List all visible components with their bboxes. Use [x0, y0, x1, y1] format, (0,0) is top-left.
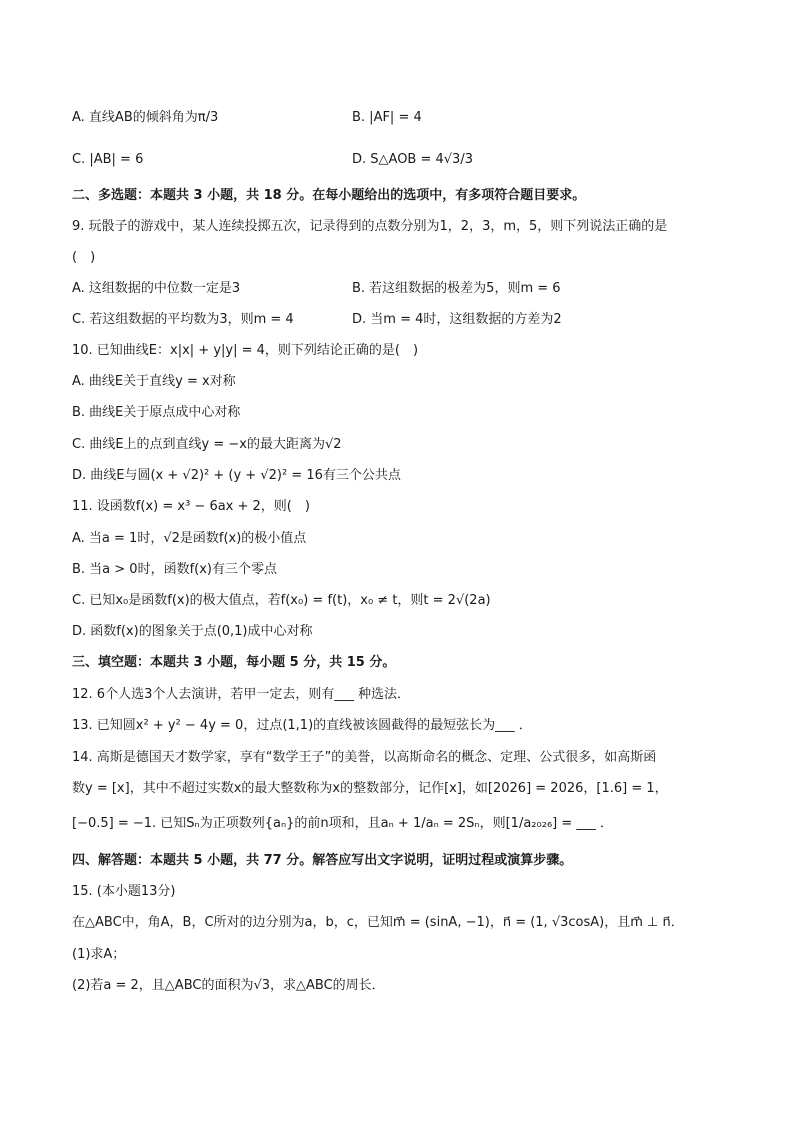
- q9-option-d: D. 当m = 4时，这组数据的方差为2: [352, 312, 562, 327]
- q11-option-a: A. 当a = 1时，√2是函数f(x)的极小值点: [72, 531, 307, 546]
- q9-stem-line1: 9. 玩骰子的游戏中，某人连续投掷五次，记录得到的点数分别为1，2，3，m，5，则下列说法正确的是: [72, 219, 668, 234]
- q15-title: 15. (本小题13分): [72, 884, 176, 899]
- q14-line1: 14. 高斯是德国天才数学家，享有“数学王子”的美誉，以高斯命名的概念、定理、公式很多，如高斯函: [72, 750, 657, 765]
- q14-line3: [−0.5] = −1. 已知Sₙ为正项数列{aₙ}的前n项和，且aₙ + 1/aₙ = 2Sₙ，则[1/a₂₀₂₆] = ___ ．: [72, 816, 614, 831]
- q8-option-c: C. |AB| = 6: [72, 152, 144, 167]
- q9-stem-line2: ( ): [72, 250, 96, 265]
- q10-stem: 10. 已知曲线E：x|x| + y|y| = 4，则下列结论正确的是( ): [72, 343, 419, 358]
- q9-option-a: A. 这组数据的中位数一定是3: [72, 281, 241, 296]
- q15-part1: (1)求A；: [72, 947, 126, 962]
- section3-header: 三、填空题：本题共 3 小题，每小题 5 分，共 15 分。: [72, 655, 396, 670]
- q11-option-d: D. 函数f(x)的图象关于点(0,1)成中心对称: [72, 624, 313, 639]
- q11-option-b: B. 当a > 0时，函数f(x)有三个零点: [72, 562, 277, 577]
- q10-option-a: A. 曲线E关于直线y = x对称: [72, 374, 236, 389]
- q15-stem: 在△ABC中，角A，B，C所对的边分别为a，b，c，已知m⃗ = (sinA, −1)，n⃗ = (1, √3cosA)，且m⃗ ⊥ n⃗．: [72, 915, 684, 930]
- q15-part2: (2)若a = 2，且△ABC的面积为√3，求△ABC的周长．: [72, 978, 385, 993]
- q10-option-b: B. 曲线E关于原点成中心对称: [72, 405, 241, 420]
- section2-header: 二、多选题：本题共 3 小题，共 18 分。在每小题给出的选项中，有多项符合题目要求。: [72, 188, 586, 203]
- q12-text: 12. 6个人选3个人去演讲，若甲一定去，则有___ 种选法．: [72, 687, 410, 702]
- q8-option-a: A. 直线AB的倾斜角为π/3: [72, 110, 219, 125]
- q10-option-c: C. 曲线E上的点到直线y = −x的最大距离为√2: [72, 437, 342, 452]
- q8-option-b: B. |AF| = 4: [352, 110, 422, 125]
- q8-option-d: D. S△AOB = 4√3/3: [352, 152, 473, 167]
- q11-stem: 11. 设函数f(x) = x³ − 6ax + 2，则( ): [72, 499, 310, 514]
- q9-option-b: B. 若这组数据的极差为5，则m = 6: [352, 281, 561, 296]
- q14-line2: 数y = [x]，其中不超过实数x的最大整数称为x的整数部分，记作[x]，如[2026] = 2026，[1.6] = 1，: [72, 781, 668, 796]
- q13-text: 13. 已知圆x² + y² − 4y = 0，过点(1,1)的直线被该圆截得的最短弦长为___ ．: [72, 718, 532, 733]
- q10-option-d: D. 曲线E与圆(x + √2)² + (y + √2)² = 16有三个公共点: [72, 468, 401, 483]
- q9-option-c: C. 若这组数据的平均数为3，则m = 4: [72, 312, 294, 327]
- q11-option-c: C. 已知x₀是函数f(x)的极大值点，若f(x₀) = f(t)，x₀ ≠ t，则t = 2√(2a): [72, 593, 491, 608]
- section4-header: 四、解答题：本题共 5 小题，共 77 分。解答应写出文字说明，证明过程或演算步骤。: [72, 853, 573, 868]
